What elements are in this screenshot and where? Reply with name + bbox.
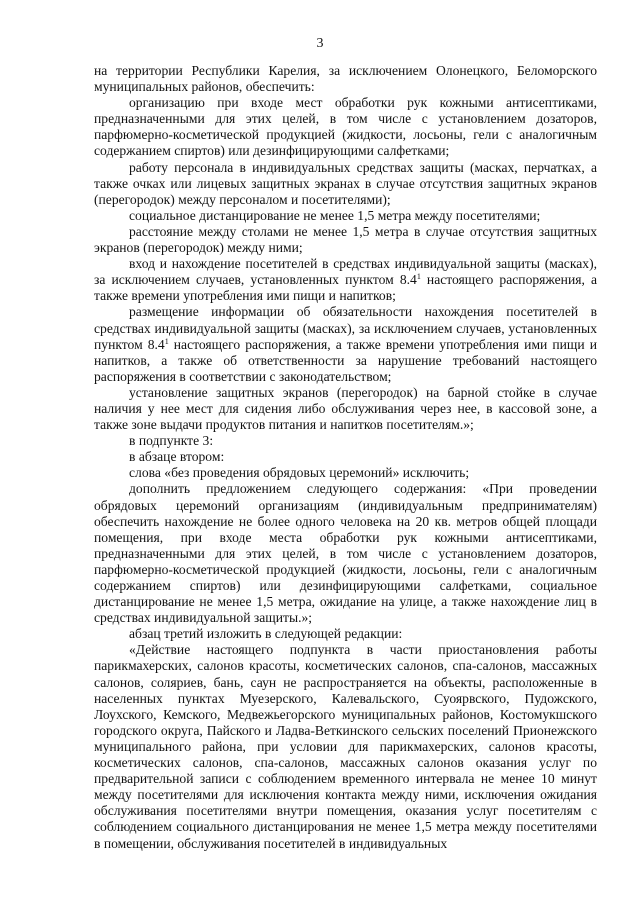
paragraph-text: вход и нахождение посетителей в средствах индивидуальной защиты (масках), за исключением случаев, установленных пунктом 8.4: [94, 256, 597, 288]
page-number: 3: [316, 36, 324, 51]
paragraph-text: работу персонала в индивидуальных средствах защиты (масках, перчатках, а также очках или лицевых защитных экранах в случае отсутствия защитных экранов (перегородок) между персоналом и посетителями);: [94, 159, 597, 207]
paragraph: [94, 465, 597, 481]
paragraph: [94, 160, 597, 208]
paragraph-text: в абзаце втором:: [129, 449, 225, 465]
document-body: [94, 63, 597, 852]
paragraph-text: дополнить предложением следующего содержания: «При проведении обрядовых церемоний организациям (индивидуальным предпринимателям) обеспечить нахождение не более одного человека на 20 кв. метров общей площади помещения, при входе места обработки рук кожными антисептиками, предназначенными для этих целей, в том числе с установлением дозаторов, парфюмерно-косметической продукцией (жидкости, лосьоны, гели с аналогичным содержанием спиртов) или дезинфицирующими салфетками, социальное дистанцирование не менее 1,5 метра, ожидание на улице, а также нахождение лиц в средствах индивидуальной защиты.»;: [94, 481, 597, 626]
paragraph-text: в подпункте 3:: [129, 433, 214, 449]
paragraph: [94, 63, 597, 95]
paragraph-text: социальное дистанцирование не менее 1,5 метра между посетителями;: [129, 207, 541, 223]
paragraph-text-continued: настоящего распоряжения, а также времени употребления ими пищи и напитков;: [94, 272, 597, 304]
paragraph: [94, 95, 597, 159]
paragraph: [94, 304, 597, 384]
paragraph-text: на территории Республики Карелия, за исключением Олонецкого, Беломорского муниципальных районов, обеспечить:: [94, 63, 597, 95]
footnote-superscript: 1: [164, 336, 169, 346]
paragraph: [94, 208, 597, 224]
footnote-superscript: 1: [416, 272, 421, 282]
paragraph-text: установление защитных экранов (перегородок) на барной стойке в случае наличия у нее мест для сидения либо обслуживания через нее, в кассовой зоне, а также зоне выдачи продуктов питания и напитков посетителям.»;: [94, 384, 597, 433]
paragraph: [94, 449, 597, 465]
paragraph: [94, 433, 597, 449]
paragraph: [94, 481, 597, 626]
paragraph: [94, 626, 597, 642]
paragraph-text-continued: настоящего распоряжения, а также времени употребления ими пищи и напитков, а также об ответственности за нарушение требований настоящего распоряжения в соответствии с законодательством;: [94, 336, 597, 384]
paragraph-text: абзац третий изложить в следующей редакции:: [129, 626, 403, 642]
paragraph-text: расстояние между столами не менее 1,5 метра в случае отсутствия защитных экранов (перегородок) между ними;: [94, 223, 597, 256]
paragraph-text: размещение информации об обязательности нахождения посетителей в средствах индивидуальной защиты (масках), за исключением случаев, установленных пунктом 8.4: [94, 304, 597, 352]
paragraph-text: «Действие настоящего подпункта в части приостановления работы парикмахерских, салонов красоты, косметических салонов, спа-салонов, массажных салонов, соляриев, бань, саун не распространяется на объекты, расположенные в населенных пунктах Муезерского, Калевальского, Суоярвского, Пудожского, Лоухского, Кемского, Медвежьегорского муниципальных районов, Костомукшского городского округа, Пайского и Ладва-Веткинского сельских поселений Прионежского муниципального района, при условии для парикмахерских, салонов красоты, косметических салонов, спа-салонов, массажных салонов оказания услуг по предварительной записи с соблюдением временного интервала не менее 10 минут между посетителями для исключения контакта между ними, исключения ожидания обслуживания посетителями внутри помещения, оказания услуг посетителям с соблюдением социального дистанцирования не менее 1,5 метра между посетителями в помещении, обслуживания посетителей в индивидуальных: [94, 642, 597, 851]
paragraph: [94, 385, 597, 433]
paragraph: [94, 224, 597, 256]
paragraph-text: слова «без проведения обрядовых церемоний» исключить;: [129, 465, 470, 481]
paragraph-text: организацию при входе мест обработки рук кожными антисептиками, предназначенными для этих целей, в том числе с установлением дозаторов, парфюмерно-косметической продукцией (жидкости, лосьоны, гели с аналогичным содержанием спиртов) или дезинфицирующими салфетками;: [94, 95, 597, 159]
paragraph: [94, 256, 597, 304]
paragraph: [94, 642, 597, 851]
